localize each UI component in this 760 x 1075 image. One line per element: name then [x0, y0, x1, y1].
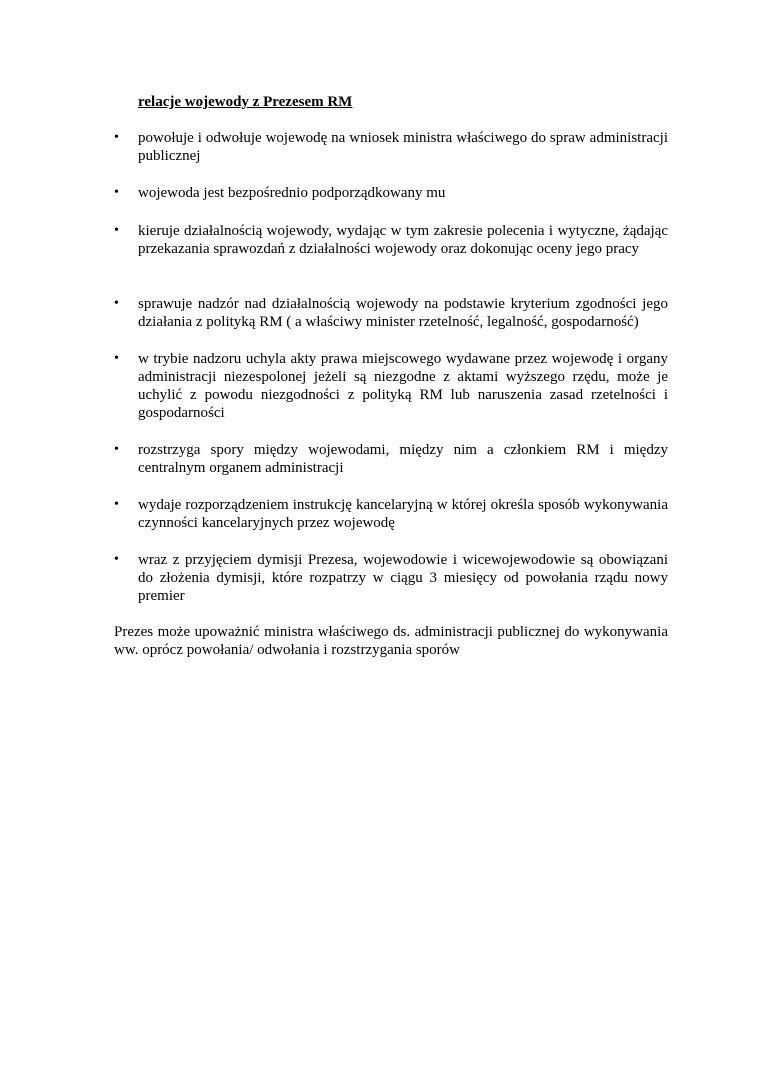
bullet-icon: • — [114, 552, 119, 567]
list-item-text: sprawuje nadzór nad działalnością wojewody na podstawie kryterium zgodności jego działania z polityką RM ( a właściwy minister rzetelność, legalność, gospodarność) — [138, 296, 668, 330]
list-item-text: powołuje i odwołuje wojewodę na wniosek ministra właściwego do spraw administracji publicznej — [138, 130, 668, 164]
bullet-icon: • — [114, 130, 119, 145]
section-heading: relacje wojewody z Prezesem RM — [138, 94, 353, 110]
bullet-icon: • — [114, 351, 119, 366]
bullet-icon: • — [114, 442, 119, 457]
bullet-icon: • — [114, 223, 119, 238]
list-item-text: wydaje rozporządzeniem instrukcję kancelaryjną w której określa sposób wykonywania czynności kancelaryjnych przez wojewodę — [138, 497, 668, 531]
list-item-text: wraz z przyjęciem dymisji Prezesa, wojewodowie i wicewojewodowie są obowiązani do złożenia dymisji, które rozpatrzy w ciągu 3 miesięcy od powołania rządu nowy premier — [138, 552, 668, 604]
bullet-icon: • — [114, 497, 119, 512]
list-item-text: wojewoda jest bezpośrednio podporządkowany mu — [138, 185, 446, 201]
list-item-text: kieruje działalnością wojewody, wydając w tym zakresie polecenia i wytyczne, żądając przekazania sprawozdań z działalności wojewody oraz dokonując oceny jego pracy — [138, 223, 668, 257]
list-item-text: rozstrzyga spory między wojewodami, między nim a członkiem RM i między centralnym organem administracji — [138, 442, 668, 476]
bullet-icon: • — [114, 296, 119, 311]
closing-paragraph: Prezes może upoważnić ministra właściwego ds. administracji publicznej do wykonywania ww. oprócz powołania/ odwołania i rozstrzygania sporów — [114, 624, 668, 658]
bullet-icon: • — [114, 185, 119, 200]
list-item-text: w trybie nadzoru uchyla akty prawa miejscowego wydawane przez wojewodę i organy administracji niezespolonej jeżeli są niezgodne z aktami wyższego rzędu, może je uchylić z powodu niezgodności z polityką RM lub naruszenia zasad rzetelności i gospodarności — [138, 351, 668, 421]
